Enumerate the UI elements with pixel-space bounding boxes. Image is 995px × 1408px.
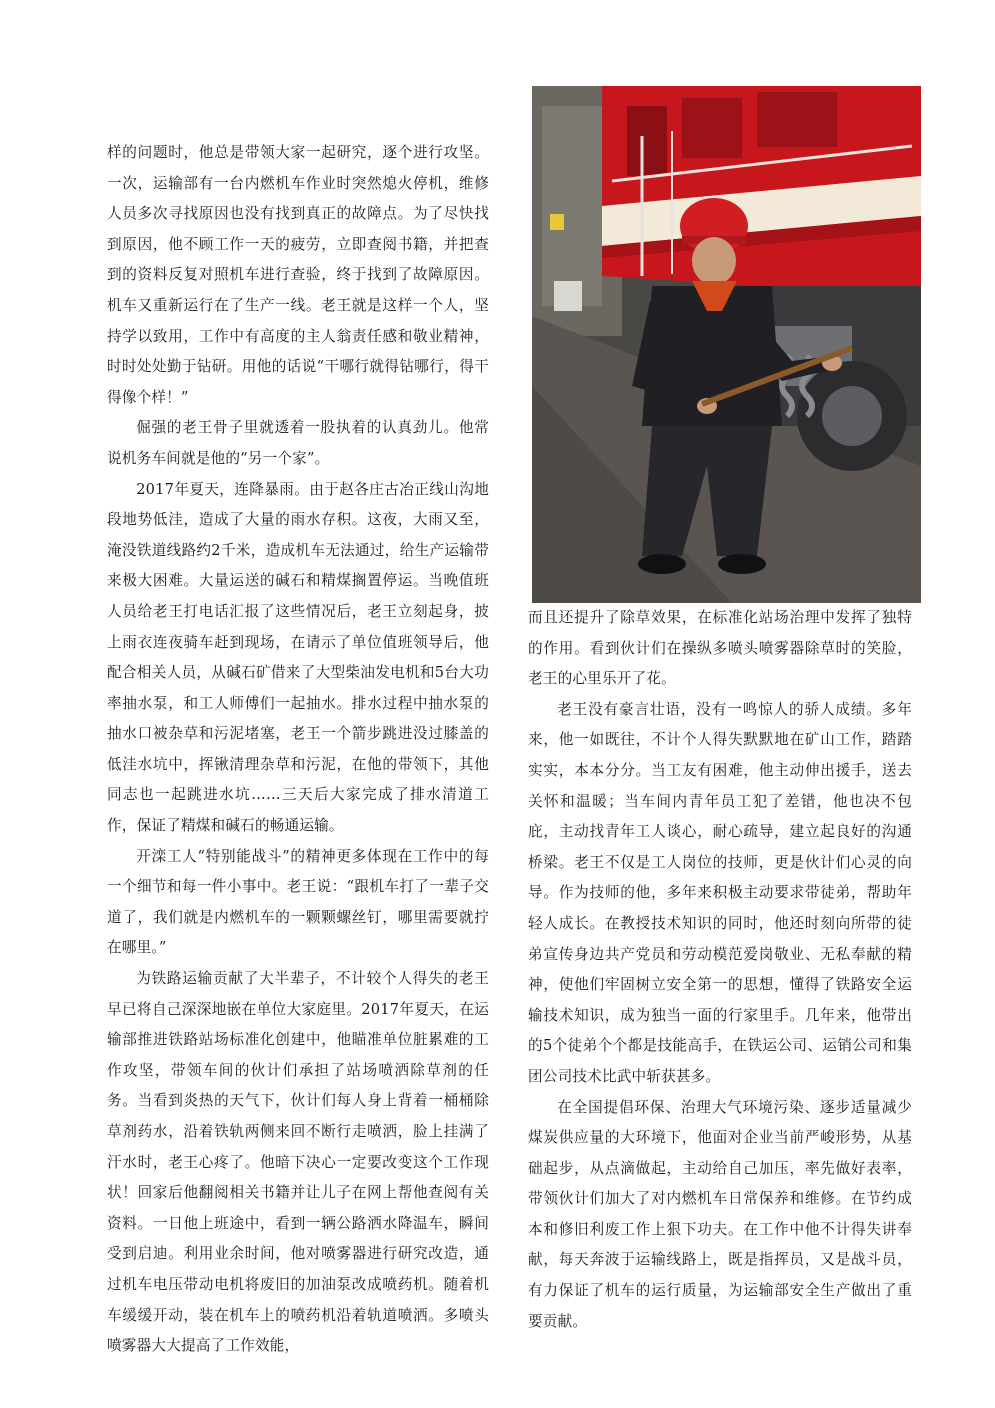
- paragraph: 样的问题时，他总是带领大家一起研究，逐个进行攻坚。一次，运输部有一台内燃机车作业时突然熄火停机，维修人员多次寻找原因也没有找到真正的故障点。为了尽快找到原因，他不顾工作一天的疲劳，立即查阅书籍，并把查到的资料反复对照机车进行查验，终于找到了故障原因。机车又重新运行在了生产一线。老王就是这样一个人，坚持学以致用，工作中有高度的主人翁责任感和敬业精神，时时处处勤于钻研。用他的话说“干哪行就得钻哪行，得干得像个样！”: [107, 144, 489, 406]
- paragraph: 老王没有豪言壮语，没有一鸣惊人的骄人成绩。多年来，他一如既往，不计个人得失默默地在矿山工作，踏踏实实，本本分分。当工友有困难，他主动伸出援手，送去关怀和温暖；当车间内青年员工犯了差错，他也决不包庇，主动找青年工人谈心，耐心疏导，建立起良好的沟通桥梁。老王不仅是工人岗位的技师，更是伙计们心灵的向导。作为技师的他，多年来积极主动要求带徒弟，帮助年轻人成长。在教授技术知识的同时，他还时刻向所带的徒弟宣传身边共产党员和劳动模范爱岗敬业、无私奉献的精神，使他们牢固树立安全第一的思想，懂得了铁路安全运输技术知识，成为独当一面的行家里手。几年来，他带出的5个徒弟个个都是技能高手，在铁运公司、运销公司和集团公司技术比武中斩获甚多。: [528, 700, 912, 1085]
- right-text-column: [528, 603, 912, 1337]
- left-text-column: [107, 138, 489, 1362]
- paragraph: 2017年夏天，连降暴雨。由于赵各庄古冶正线山沟地段地势低洼，造成了大量的雨水存积。这夜，大雨又至，淹没铁道线路约2千米，造成机车无法通过，给生产运输带来极大困难。大量运送的碱石和精煤搁置停运。当晚值班人员给老王打电话汇报了这些情况后，老王立刻起身，披上雨衣连夜骑车赶到现场，在请示了单位值班领导后，他配合相关人员，从碱石矿借来了大型柴油发电机和5台大功率抽水泵，和工人师傅们一起抽水。排水过程中抽水泵的抽水口被杂草和污泥堵塞，老王一个箭步跳进没过膝盖的低洼水坑中，挥锹清理杂草和污泥，在他的带领下，其他同志也一起跳进水坑……三天后大家完成了排水清道工作，保证了精煤和碱石的畅通运输。: [107, 480, 489, 835]
- paragraph: 在全国提倡环保、治理大气环境污染、逐步适量减少煤炭供应量的大环境下，他面对企业当前严峻形势，从基础起步，从点滴做起，主动给自己加压，率先做好表率，带领伙计们加大了对内燃机车日常保养和维修。在节约成本和修旧利废工作上狠下功夫。在工作中他不计得失讲奉献，每天奔波于运输线路上，既是指挥员，又是战斗员，有力保证了机车的运行质量，为运输部安全生产做出了重要贡献。: [528, 1098, 912, 1330]
- paragraph: 开滦工人“特别能战斗”的精神更多体现在工作中的每一个细节和每一件小事中。老王说：“跟机车打了一辈子交道了，我们就是内燃机车的一颗颗螺丝钉，哪里需要就拧在哪里。”: [107, 847, 489, 957]
- locomotive-worker-photo: [532, 86, 921, 603]
- paragraph: 为铁路运输贡献了大半辈子，不计较个人得失的老王早已将自己深深地嵌在单位大家庭里。2017年夏天，在运输部推进铁路站场标准化创建中，他瞄准单位脏累难的工作攻坚，带领车间的伙计们承担了站场喷洒除草剂的任务。当看到炎热的天气下，伙计们每人身上背着一桶桶除草剂药水，沿着铁轨两侧来回不断行走喷洒，脸上挂满了汗水时，老王心疼了。他暗下决心一定要改变这个工作现状！回家后他翻阅相关书籍并让儿子在网上帮他查阅有关资料。一日他上班途中，看到一辆公路洒水降温车，瞬间受到启迪。利用业余时间，他对喷雾器进行研究改造，通过机车电压带动电机将废旧的加油泵改成喷药机。随着机车缓缓开动，装在机车上的喷药机沿着轨道喷洒。多喷头喷雾器大大提高了工作效能，: [107, 970, 489, 1355]
- paragraph: 而且还提升了除草效果，在标准化站场治理中发挥了独特的作用。看到伙计们在操纵多喷头喷雾器除草时的笑脸，老王的心里乐开了花。: [528, 609, 912, 688]
- paragraph: 倔强的老王骨子里就透着一股执着的认真劲儿。他常说机务车间就是他的“另一个家”。: [107, 419, 489, 467]
